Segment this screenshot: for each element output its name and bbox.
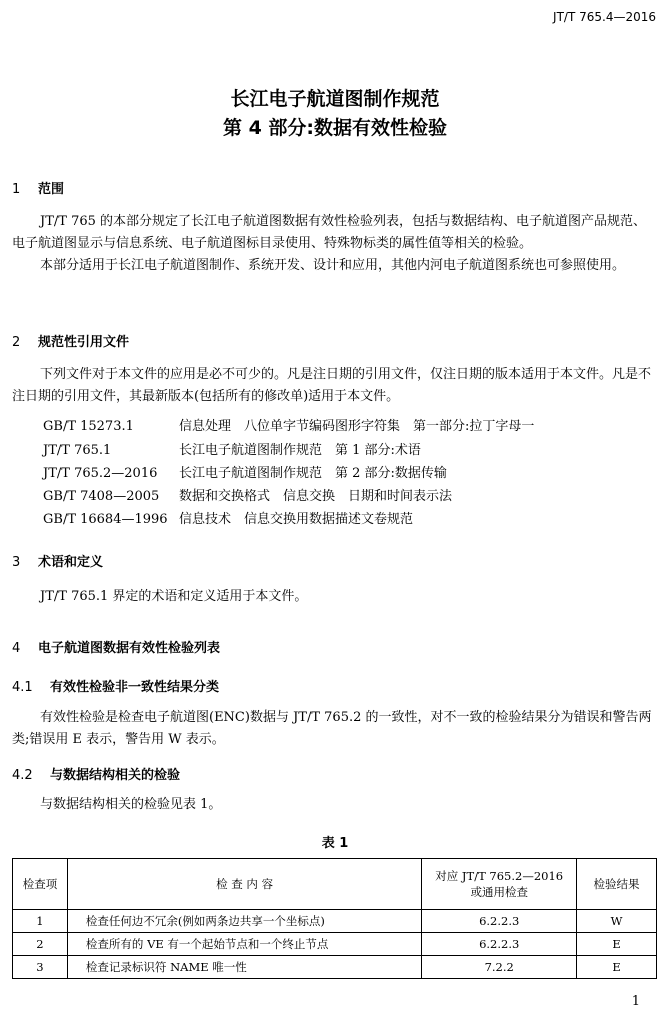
table-header-row bbox=[13, 859, 657, 910]
reference-code: GB/T 16684—1996 bbox=[43, 512, 168, 527]
section-number: 4.2 bbox=[12, 768, 33, 783]
header-reference bbox=[422, 859, 577, 910]
section-number: 2 bbox=[12, 335, 21, 350]
section-4-2-heading bbox=[12, 764, 180, 783]
cell-reference: 7.2.2 bbox=[422, 956, 577, 979]
reference-item bbox=[43, 415, 534, 434]
section-1-heading bbox=[12, 178, 64, 197]
section-number: 4.1 bbox=[12, 680, 33, 695]
document-subtitle: 第 4 部分:数据有效性检验 bbox=[222, 117, 448, 139]
reference-code: GB/T 15273.1 bbox=[43, 419, 134, 434]
reference-title: 数据和交换格式 信息交换 日期和时间表示法 bbox=[179, 489, 453, 504]
section-4-2-paragraph-1: 与数据结构相关的检验见表 1。 bbox=[40, 797, 222, 812]
header-item-no: 检查项 bbox=[13, 859, 68, 910]
cell-reference: 6.2.2.3 bbox=[422, 933, 577, 956]
header-result: 检验结果 bbox=[577, 859, 657, 910]
reference-item bbox=[43, 485, 452, 504]
section-title: 电子航道图数据有效性检验列表 bbox=[38, 641, 221, 656]
section-4-1-paragraph-1: 有效性检验是检查电子航道图(ENC)数据与 JT/T 765.2 的一致性，对不一致的检验结果分为错误和警告两类;错误用 E 表示，警告用 W 表示。 bbox=[12, 710, 652, 747]
section-1-paragraph-2: 本部分适用于长江电子航道图制作、系统开发、设计和应用，其他内河电子航道图系统也可参照使用。 bbox=[40, 258, 626, 273]
section-2-heading bbox=[12, 331, 129, 350]
section-3-heading bbox=[12, 551, 103, 570]
reference-code: GB/T 7408—2005 bbox=[43, 489, 160, 504]
section-3-paragraph-1: JT/T 765.1 界定的术语和定义适用于本文件。 bbox=[40, 589, 308, 604]
reference-code: JT/T 765.2—2016 bbox=[43, 466, 158, 481]
section-4-heading bbox=[12, 637, 220, 656]
section-1-paragraph-1: JT/T 765 的本部分规定了长江电子航道图数据有效性检验列表，包括与数据结构、电子航道图产品规范、电子航道图显示与信息系统、电子航道图标目录使用、特殊物标类的属性值等相关的检验。 bbox=[12, 214, 647, 251]
section-title: 有效性检验非一致性结果分类 bbox=[50, 680, 220, 695]
section-title: 规范性引用文件 bbox=[38, 335, 130, 350]
cell-item-no: 1 bbox=[13, 910, 68, 933]
section-number: 1 bbox=[12, 182, 21, 197]
section-title: 术语和定义 bbox=[38, 555, 104, 570]
section-4-1-heading bbox=[12, 676, 219, 695]
cell-result: E bbox=[577, 933, 657, 956]
document-id: JT/T 765.4—2016 bbox=[553, 10, 656, 24]
reference-item bbox=[43, 462, 447, 481]
cell-content: 检查所有的 VE 有一个起始节点和一个终止节点 bbox=[67, 933, 421, 956]
cell-reference: 6.2.2.3 bbox=[422, 910, 577, 933]
page-number: 1 bbox=[631, 994, 640, 1009]
header-content: 检 查 内 容 bbox=[67, 859, 421, 910]
table-row bbox=[13, 933, 657, 956]
table-row bbox=[13, 910, 657, 933]
reference-item bbox=[43, 508, 413, 527]
section-number: 4 bbox=[12, 641, 21, 656]
reference-item bbox=[43, 439, 421, 458]
cell-result: E bbox=[577, 956, 657, 979]
header-reference-line2: 或通用检查 bbox=[470, 885, 528, 899]
cell-content: 检查任何边不冗余(例如两条边共享一个坐标点) bbox=[67, 910, 421, 933]
cell-item-no: 3 bbox=[13, 956, 68, 979]
reference-title: 长江电子航道图制作规范 第 2 部分:数据传输 bbox=[179, 466, 447, 481]
cell-content: 检查记录标识符 NAME 唯一性 bbox=[67, 956, 421, 979]
document-title: 长江电子航道图制作规范 bbox=[230, 88, 440, 110]
section-number: 3 bbox=[12, 555, 21, 570]
cell-result: W bbox=[577, 910, 657, 933]
reference-title: 长江电子航道图制作规范 第 1 部分:术语 bbox=[179, 443, 421, 458]
section-title: 与数据结构相关的检验 bbox=[50, 768, 181, 783]
reference-code: JT/T 765.1 bbox=[43, 443, 112, 458]
validation-table bbox=[12, 858, 657, 979]
reference-title: 信息技术 信息交换用数据描述文卷规范 bbox=[179, 512, 414, 527]
reference-title: 信息处理 八位单字节编码图形字符集 第一部分:拉丁字母一 bbox=[179, 419, 535, 434]
section-2-paragraph-1: 下列文件对于本文件的应用是必不可少的。凡是注日期的引用文件，仅注日期的版本适用于本文件。凡是不注日期的引用文件，其最新版本(包括所有的修改单)适用于本文件。 bbox=[12, 367, 652, 404]
header-reference-line1: 对应 JT/T 765.2—2016 bbox=[435, 869, 564, 883]
table-caption: 表 1 bbox=[321, 836, 349, 851]
section-title: 范围 bbox=[38, 182, 65, 197]
table-row bbox=[13, 956, 657, 979]
cell-item-no: 2 bbox=[13, 933, 68, 956]
